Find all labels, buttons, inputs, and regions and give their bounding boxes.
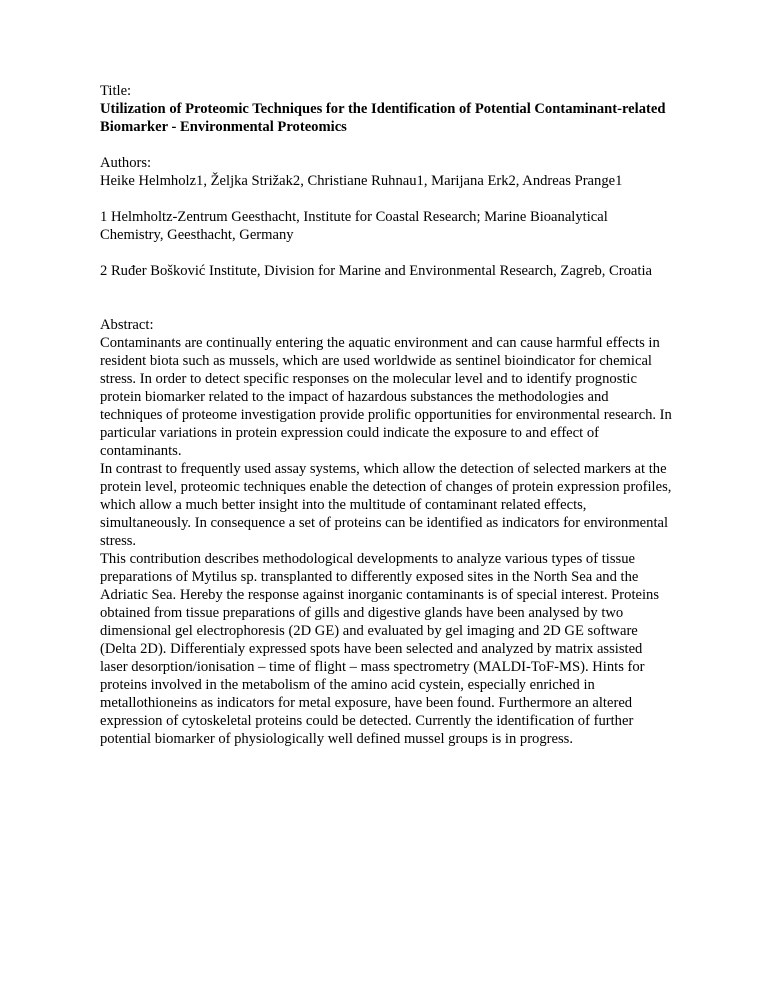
authors-label: Authors: xyxy=(100,155,152,171)
paper-title: Utilization of Proteomic Techniques for the Identification of Potential Contaminant-related Biomarker - Environmental Proteomics xyxy=(100,101,666,135)
affiliation-2: 2 Ruđer Bošković Institute, Division for Marine and Environmental Research, Zagreb, Croatia xyxy=(100,263,652,279)
abstract-paragraph-3: This contribution describes methodological developments to analyze various types of tissue preparations of Mytilus sp. transplanted to differently exposed sites in the North Sea and the Adriatic Sea. Hereby the response against inorganic contaminants is of special interest. Proteins obtained from tissue preparations of gills and digestive glands have been analysed by two dimensional gel electrophoresis (2D GE) and evaluated by gel imaging and 2D GE software (Delta 2D). Differentialy expressed spots have been selected and analyzed by matrix assisted laser desorption/ionisation – time of flight – mass spectrometry (MALDI-ToF-MS). Hints for proteins involved in the metabolism of the amino acid cystein, especially enriched in metallothioneins as indicators for metal exposure, have been found. Furthermore an altered expression of cytoskeletal proteins could be detected. Currently the identification of further potential biomarker of physiologically well defined mussel groups is in progress. xyxy=(100,551,660,747)
abstract-label: Abstract: xyxy=(100,317,154,333)
abstract-paragraph-1: Contaminants are continually entering the aquatic environment and can cause harmful effects in resident biota such as mussels, which are used worldwide as sentinel bioindicator for chemical stress. In order to detect specific responses on the molecular level and to identify prognostic protein biomarker related to the impact of hazardous substances the methodologies and techniques of proteome investigation provide prolific opportunities for environmental research. In particular variations in protein expression could indicate the exposure to and effect of contaminants. xyxy=(100,335,672,459)
title-label: Title: xyxy=(100,83,132,99)
spacer xyxy=(100,190,672,208)
spacer xyxy=(100,280,672,316)
spacer xyxy=(100,136,672,154)
affiliation-1: 1 Helmholtz-Zentrum Geesthacht, Institute for Coastal Research; Marine Bioanalytical Chemistry, Geesthacht, Germany xyxy=(100,209,608,243)
document-page xyxy=(100,82,672,748)
abstract-paragraph-2: In contrast to frequently used assay systems, which allow the detection of selected markers at the protein level, proteomic techniques enable the detection of changes of protein expression profiles, which allow a much better insight into the multitude of contaminant related effects, simultaneously. In consequence a set of proteins can be identified as indicators for environmental stress. xyxy=(100,461,672,549)
authors-list: Heike Helmholz1, Željka Strižak2, Christiane Ruhnau1, Marijana Erk2, Andreas Prange1 xyxy=(100,173,623,189)
spacer xyxy=(100,244,672,262)
